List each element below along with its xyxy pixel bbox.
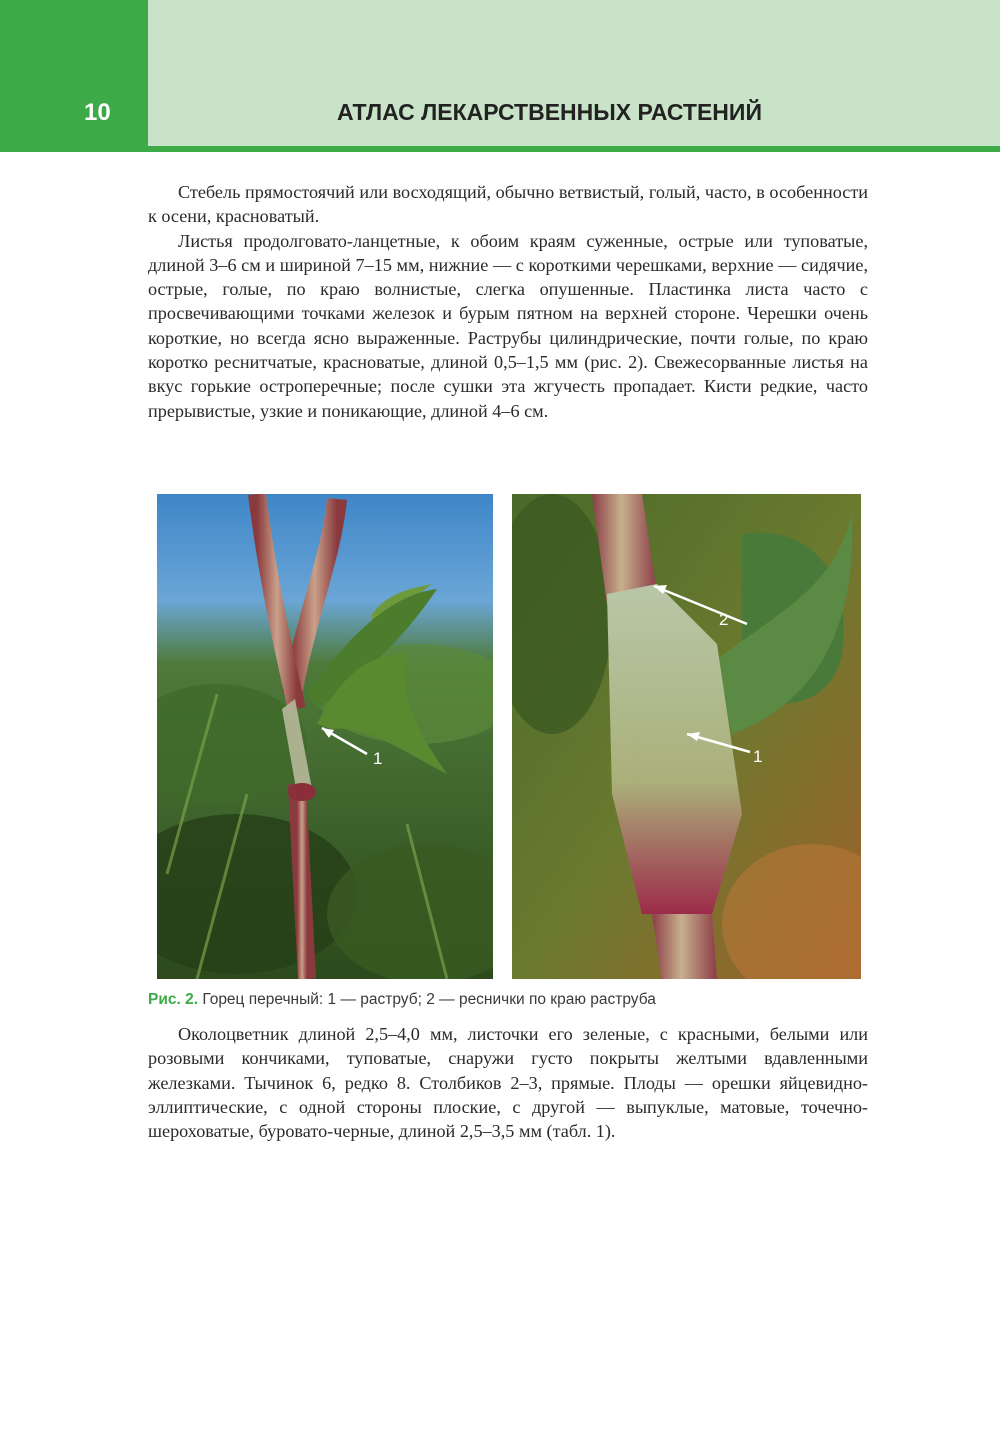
page-header: [0, 0, 1000, 152]
photo-right-marker-2: 2: [719, 610, 729, 629]
paragraph-leaves: Листья продолговато-ланцетные, к обоим краям суженные, острые или туповатые, длиной 3–6 см и шириной 7–15 мм, нижние — с короткими черешками, верхние — сидячие, острые, голые, по краю волнистые, слегка опушенные. Пластинка листа часто с просвечивающими точками железок и бурым пятном на верхней стороне. Черешки очень короткие, но всегда ясно выраженные. Раструбы цилиндрические, почти голые, по краю коротко реснитчатые, красноватые, длиной 0,5–1,5 мм (рис. 2). Свежесорванные листья на вкус горькие остроперечные; после сушки эта жгучесть пропадает. Кисти редкие, часто прерывистые, узкие и поникающие, длиной 4–6 см.: [148, 230, 868, 421]
header-accent-block: [0, 0, 148, 146]
paragraph-perianth: Околоцветник длиной 2,5–4,0 мм, листочки его зеленые, с красными, белыми или розовыми кончиками, туповатые, снаружи густо покрыты желтыми вдавленными железками. Тычинок 6, редко 8. Столбиков 2–3, прямые. Плоды — орешки яйцевидно-эллиптические, с одной стороны плоские, с другой — выпуклые, матовые, точечно-шероховатые, буровато-черные, длиной 2,5–3,5 мм (табл. 1).: [148, 1024, 868, 1142]
page-number: 10: [84, 99, 111, 126]
photo-left-marker-1: 1: [373, 749, 383, 768]
running-title: АТЛАС ЛЕКАРСТВЕННЫХ РАСТЕНИЙ: [337, 99, 762, 125]
figure-caption-label: Рис. 2.: [148, 991, 199, 1008]
photo-plant-stem: [157, 494, 493, 979]
figure-caption: [148, 991, 656, 1009]
photo-ochrea-closeup: [512, 494, 861, 979]
figure-caption-text: Горец перечный: 1 — раструб; 2 — реснички по краю раструба: [198, 991, 656, 1008]
body-text-bottom: [148, 1022, 868, 1143]
body-text-top: [148, 180, 868, 423]
header-rule: [0, 146, 1000, 152]
paragraph-stem: Стебель прямостоячий или восходящий, обычно ветвистый, голый, часто, в особенности к осени, красноватый.: [148, 182, 868, 227]
photo-right-marker-1: 1: [753, 747, 763, 766]
photo-plant-stem-image: [157, 494, 493, 979]
photo-ochrea-closeup-image: [512, 494, 861, 979]
